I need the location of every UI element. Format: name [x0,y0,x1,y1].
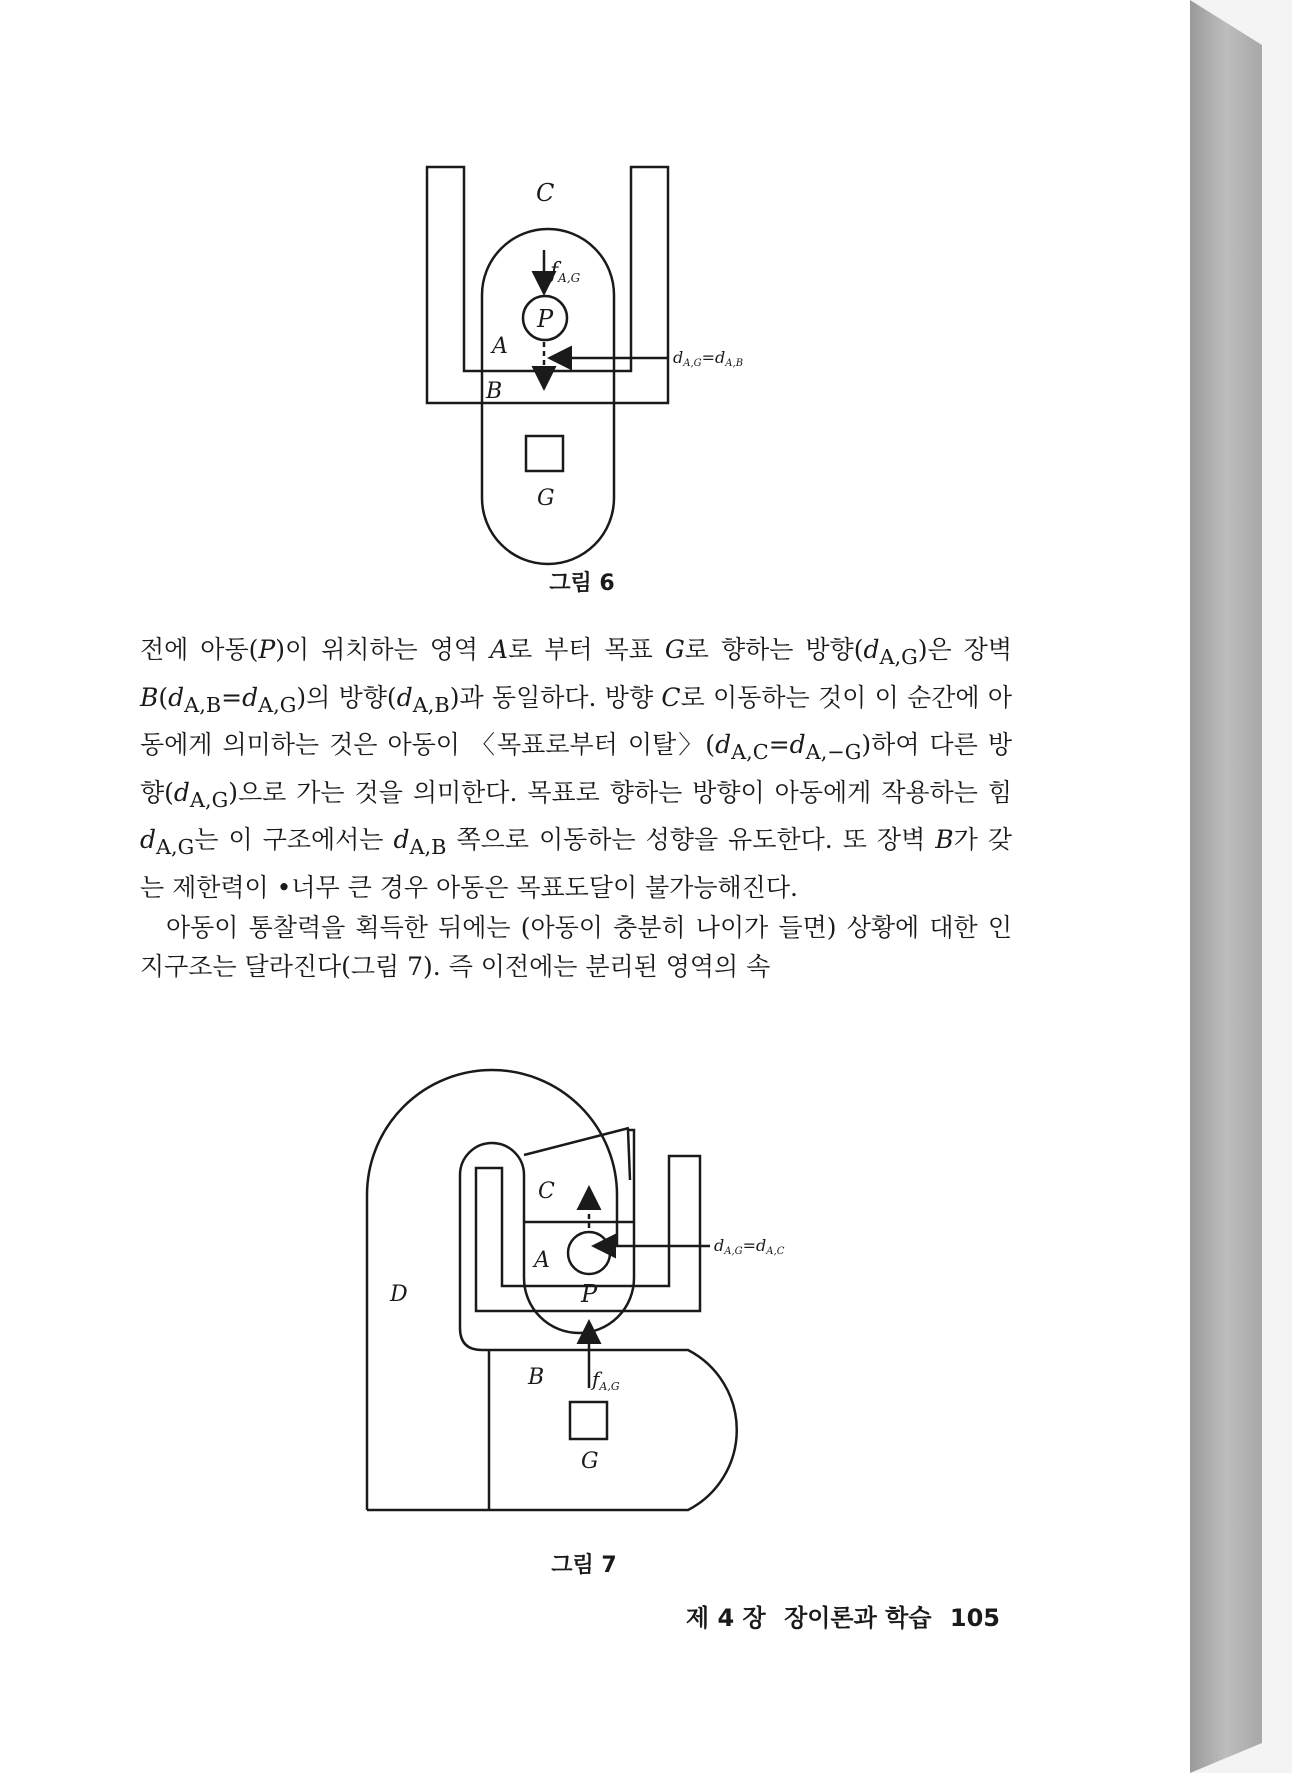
label-c: C [538,1179,555,1204]
annotation-d: d [714,1236,725,1255]
svg-text:fA,G [590,1367,620,1393]
label-force-sub: A,G [558,271,581,285]
barrier-b-inner [460,1130,634,1350]
figure-7-diagram [360,1050,820,1530]
annotation-sub1: A,G [724,1246,743,1257]
label-force-sub: A,G [599,1380,620,1393]
svg-text:fA,G [548,259,581,285]
paragraph-2: 아동이 통찰력을 획득한 뒤에는 (아동이 충분히 나이가 들면) 상황에 대한 인지구조는 달라진다(그림 7). 즉 이전에는 분리된 영역의 속 [140,912,1012,982]
goal-square [526,436,563,471]
label-force: f [550,259,559,284]
annotation-mid: =d [701,348,726,367]
figure-7-caption: 그림 7 [551,1553,617,1578]
label-d: D [390,1282,408,1307]
region-c-top [524,1128,629,1155]
label-b: B [486,379,503,404]
goal-square [570,1402,607,1439]
body-text [140,630,1012,987]
annotation-d: d [673,348,684,367]
label-b: B [528,1365,545,1390]
svg-text:dA,G=dA,C [714,1236,785,1257]
label-g: G [581,1449,599,1474]
paragraph-1: 전에 아동(P)이 위치하는 영역 A로 부터 목표 G로 향하는 방향$(d_{A,G})$은 장벽$B(d_{A,B}=d_{A,G})$의 방향$(d_{A,B})$과 동일하다. 방향 C로 이동하는 것이 이 순간에 아동에게 의미하는 것은 아동이 〈목표로부터 이탈〉$(d_{A,C}=d_{A,-G})$하여 다른 방향$(d_{A,G})$으로 가는 것을 의미한다. 목표로 향하는 방향이 아동에게 작용하는 힘$d_{A,G}$는 이 구조에서는 $d_{A,B}$ 쪽으로 이동하는 성향을 유도한다. 또 장벽 B가 갖는 제한력이 •너무 큰 경우 아동은 목표도달이 불가능해진다. [140,635,1012,902]
label-g: G [537,486,555,511]
footer-chapter: 제 4 장 [685,1604,766,1632]
footer-page-number: 105 [949,1604,1000,1632]
region-g-outer [367,1350,737,1510]
svg-text:dA,G=dA,B [673,348,743,369]
label-p: P [581,1280,598,1308]
figure-6-diagram [400,150,780,570]
label-a: A [534,1248,550,1273]
annotation-sub1: A,G [683,358,702,369]
annotation-sub2: A,B [725,358,744,369]
label-c: C [536,179,555,207]
page-footer [660,1598,1000,1633]
label-force: f [592,1367,600,1391]
annotation-mid: =d [742,1236,767,1255]
label-a: A [492,334,508,359]
person-circle [568,1232,610,1274]
annotation-sub2: A,C [766,1246,785,1257]
figure-6-caption: 그림 6 [549,571,615,596]
label-p: P [537,305,554,333]
book-edge [1190,0,1262,1773]
footer-title: 장이론과 학습 [784,1604,932,1632]
